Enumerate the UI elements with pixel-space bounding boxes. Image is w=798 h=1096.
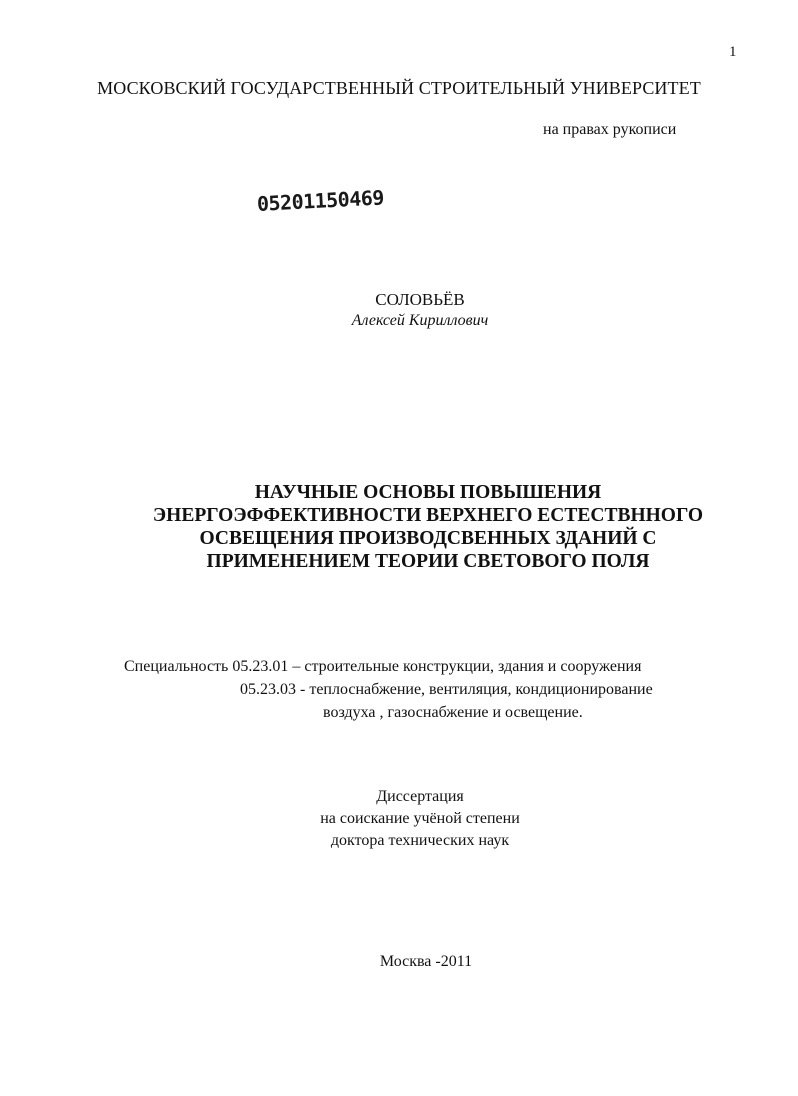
dissertation-degree	[0, 786, 798, 852]
title-line: ПРИМЕНЕНИЕМ ТЕОРИИ СВЕТОВОГО ПОЛЯ	[206, 551, 650, 572]
title-line: ОСВЕЩЕНИЯ ПРОИЗВОДСВЕННЫХ ЗДАНИЙ С	[199, 528, 657, 549]
specialty-line-1: Специальность 05.23.01 – строительные конструкции, здания и сооружения	[124, 658, 642, 675]
title-line: ЭНЕРГОЭФФЕКТИВНОСТИ ВЕРХНЕГО ЕСТЕСТВННОГО	[152, 505, 704, 526]
title-line: НАУЧНЫЕ ОСНОВЫ ПОВЫШЕНИЯ	[254, 482, 602, 503]
author-surname: СОЛОВЬЁВ	[375, 290, 465, 309]
degree-line: на соискание учёной степени	[320, 810, 520, 827]
city-year: Москва -2011	[379, 953, 473, 970]
dissertation-title	[0, 481, 798, 573]
specialty-line-3: воздуха , газоснабжение и освещение.	[323, 704, 583, 721]
specialty-line-2: 05.23.03 - теплоснабжение, вентиляция, кондиционирование	[240, 681, 653, 698]
author-name: Алексей Кириллович	[351, 312, 489, 329]
manuscript-note: на правах рукописи	[543, 121, 677, 138]
degree-line: Диссертация	[376, 788, 464, 805]
university-name: МОСКОВСКИЙ ГОСУДАРСТВЕННЫЙ СТРОИТЕЛЬНЫЙ УНИВЕРСИТЕТ	[97, 78, 701, 98]
degree-line: доктора технических наук	[330, 832, 510, 849]
archive-number: 05201150469	[256, 185, 385, 216]
page-number: 1	[729, 44, 737, 60]
